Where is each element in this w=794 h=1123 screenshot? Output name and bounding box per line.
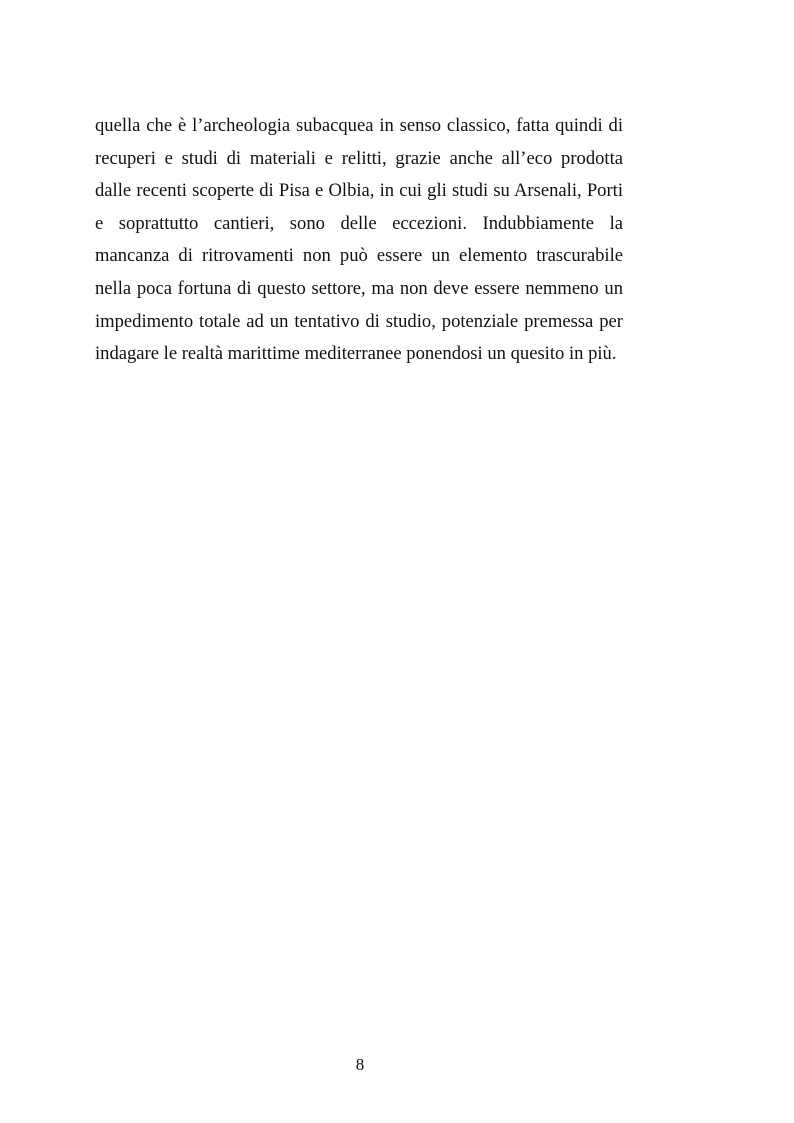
page-number: 8 <box>355 1055 365 1074</box>
text-line-8: indagare le realtà marittime mediterranee ponendosi un quesito in più. <box>95 343 617 365</box>
text-line-3: dalle recenti scoperte di Pisa e Olbia, in cui gli studi su Arsenali, Porti <box>95 180 623 202</box>
text-line-7: impedimento totale ad un tentativo di studio, potenziale premessa per <box>95 310 623 332</box>
text-line-5: mancanza di ritrovamenti non può essere un elemento trascurabile <box>95 245 623 267</box>
text-line-6: nella poca fortuna di questo settore, ma non deve essere nemmeno un <box>95 277 623 299</box>
text-line-2: recuperi e studi di materiali e relitti, grazie anche all’eco prodotta <box>95 147 623 169</box>
text-line-4: e soprattutto cantieri, sono delle eccezioni. Indubbiamente la <box>95 212 623 234</box>
text-line-1: quella che è l’archeologia subacquea in senso classico, fatta quindi di <box>95 115 623 136</box>
body-paragraph <box>95 110 623 371</box>
